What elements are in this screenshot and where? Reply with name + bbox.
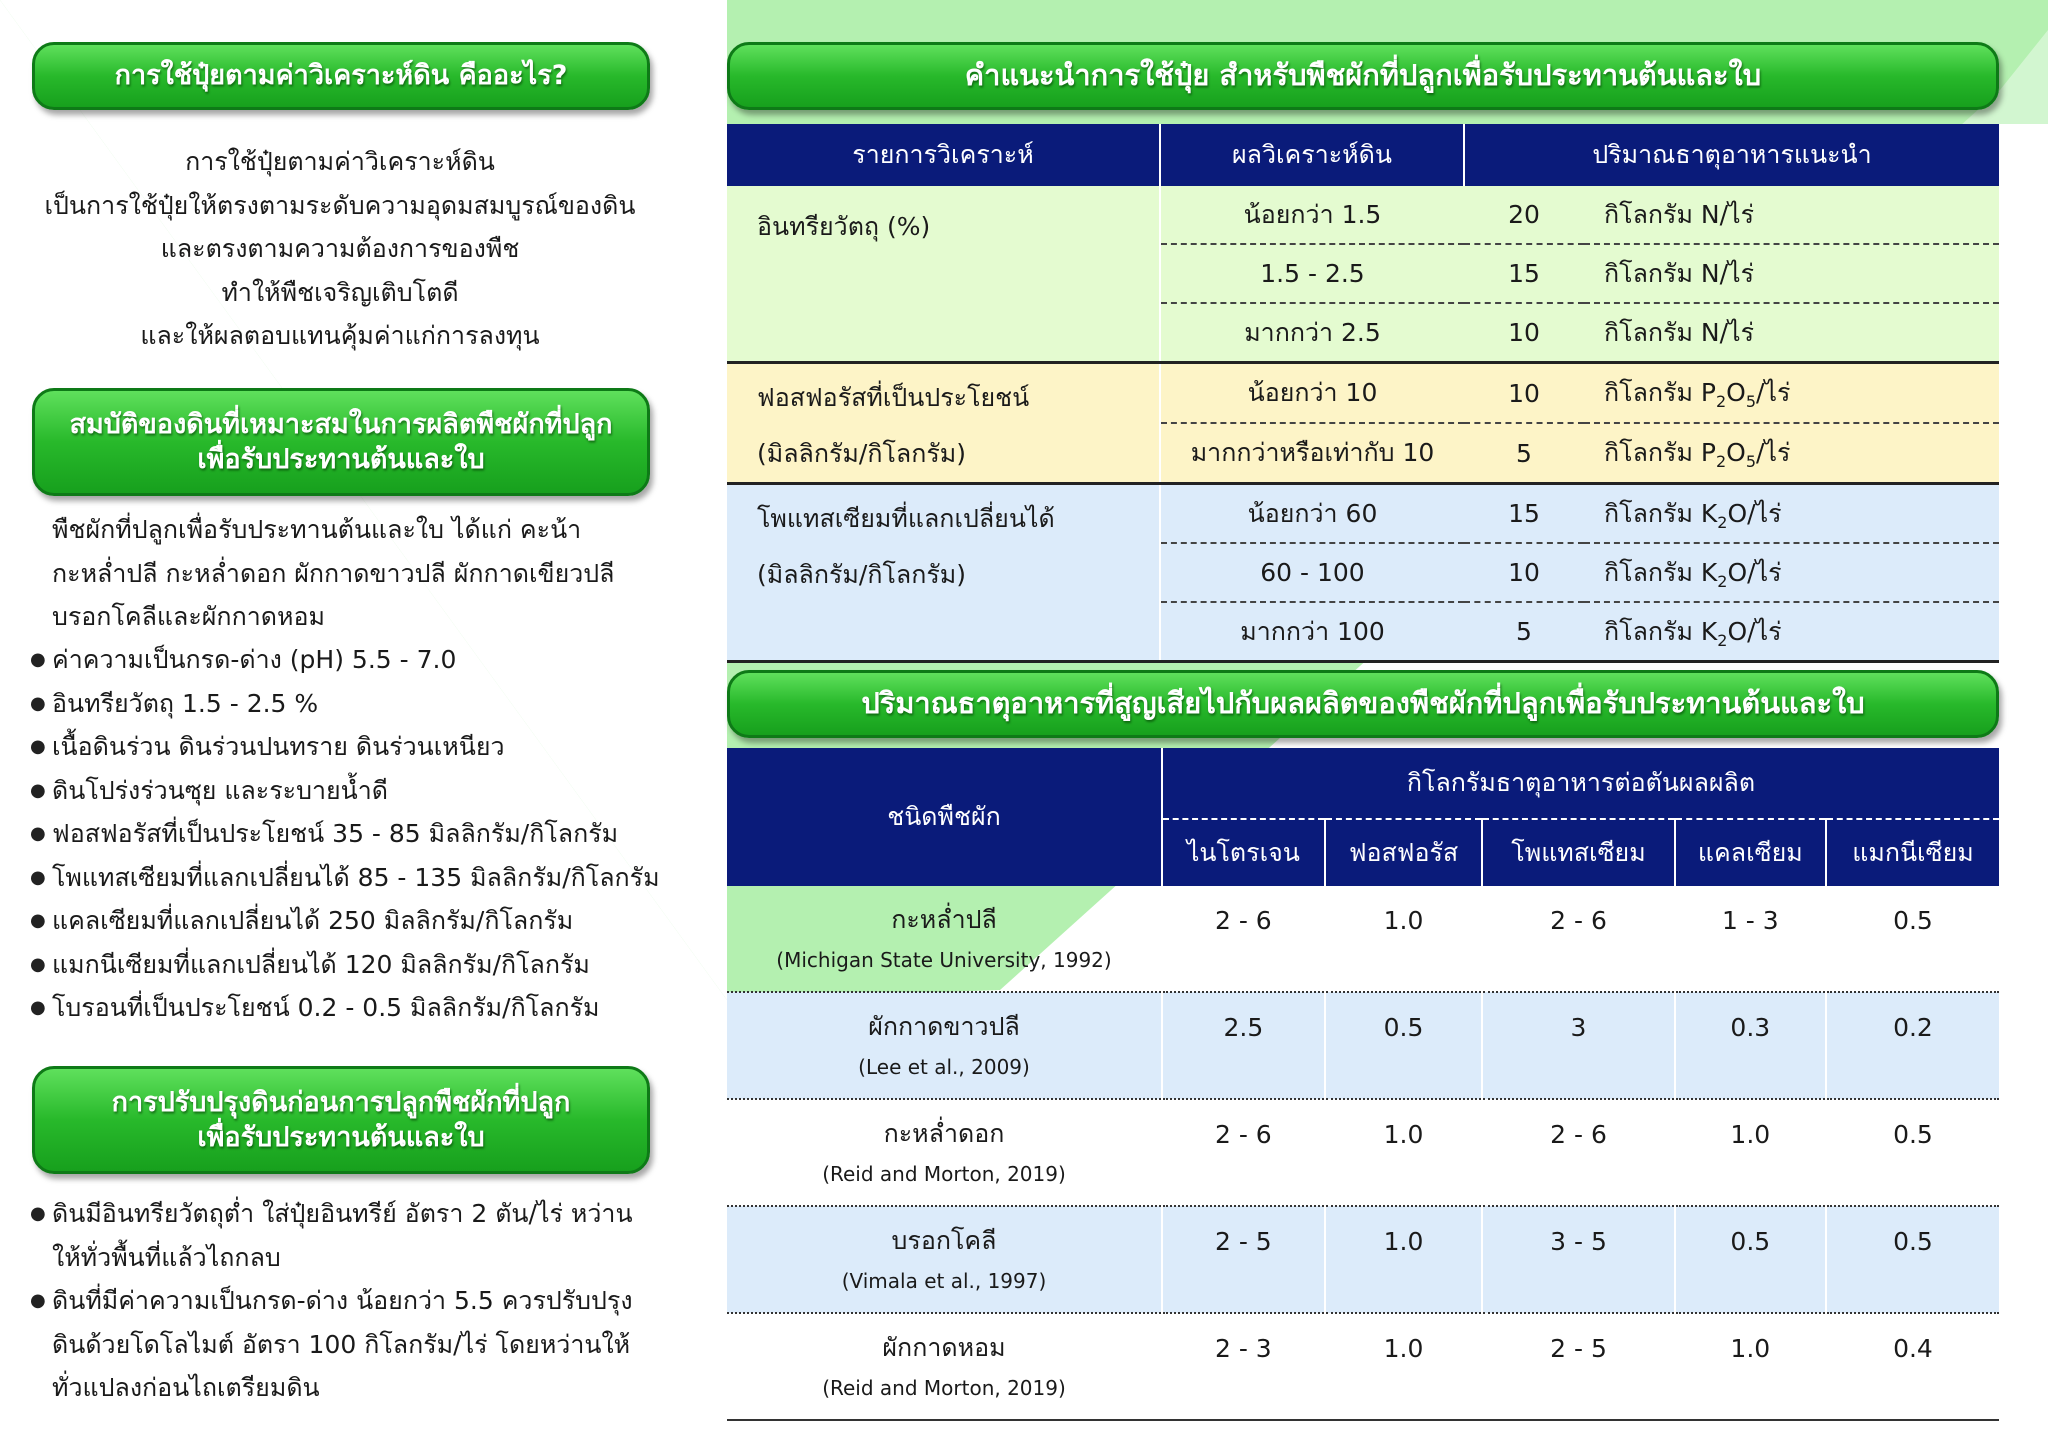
header-crop-type: ชนิดพืชผัก xyxy=(727,748,1162,886)
crop-cell xyxy=(727,886,1162,992)
unit: กิโลกรัม $K_2O/$ไร่ xyxy=(1584,543,1999,602)
label-line: (มิลลิกรัม/กิโลกรัม) xyxy=(757,560,967,589)
crop-source: (Michigan State University, 1992) xyxy=(776,948,1112,972)
unit-suffix: /ไร่ xyxy=(1719,258,1755,288)
value-cell: 1.0 xyxy=(1325,1313,1483,1420)
unit-prefix: กิโลกรัม xyxy=(1604,557,1693,587)
amount: 5 xyxy=(1464,602,1584,662)
value-cell: 0.5 xyxy=(1826,886,1999,992)
amount: 5 xyxy=(1464,423,1584,484)
unit-suffix: /ไร่ xyxy=(1719,199,1755,229)
label-organic-matter: อินทรียวัตถุ (%) xyxy=(727,186,1160,363)
unit: กิโลกรัม $K_2O/$ไร่ xyxy=(1584,602,1999,662)
unit: กิโลกรัม N/ไร่ xyxy=(1584,303,1999,363)
list-item: ● แมกนีเซียมที่แลกเปลี่ยนได้ 120 มิลลิกรัม/กิโลกรัม xyxy=(30,943,660,987)
label-line: ฟอสฟอรัสที่เป็นประโยชน์ xyxy=(757,383,1030,412)
header-recommended: ปริมาณธาตุอาหารแนะนำ xyxy=(1464,124,1999,186)
unit-prefix: กิโลกรัม xyxy=(1604,616,1693,646)
label-line: โพแทสเซียมที่แลกเปลี่ยนได้ xyxy=(757,504,1055,533)
header-kg-per-ton: กิโลกรัมธาตุอาหารต่อตันผลผลิต xyxy=(1162,748,1999,819)
soil-result: มากกว่าหรือเท่ากับ 10 xyxy=(1160,423,1464,484)
crop-name: บรอกโคลี xyxy=(891,1226,997,1255)
soil-result: มากกว่า 2.5 xyxy=(1160,303,1464,363)
list-item: ● ฟอสฟอรัสที่เป็นประโยชน์ 35 - 85 มิลลิกรัม/กิโลกรัม xyxy=(30,812,660,856)
label-phosphorus xyxy=(727,363,1160,484)
crops-line: กะหล่ำปลี กะหล่ำดอก ผักกาดขาวปลี ผักกาดเขียวปลี xyxy=(52,558,615,588)
table-row xyxy=(727,992,1999,1099)
intro-line: และตรงตามความต้องการของพืช xyxy=(160,234,520,263)
value-cell: 2 - 5 xyxy=(1482,1313,1674,1420)
soil-improvement-list xyxy=(30,1192,650,1410)
header-nitrogen: ไนโตรเจน xyxy=(1162,819,1325,886)
crop-name: ผักกาดขาวปลี xyxy=(868,1012,1020,1041)
value-cell: 1.0 xyxy=(1675,1099,1826,1206)
amount: 15 xyxy=(1464,484,1584,544)
unit-prefix: กิโลกรัม xyxy=(1604,258,1693,288)
banner-title: คำแนะนำการใช้ปุ๋ย สำหรับพืชผักที่ปลูกเพื่อรับประทานต้นและใบ xyxy=(964,58,1762,93)
value-cell: 0.3 xyxy=(1675,992,1826,1099)
header-analysis: รายการวิเคราะห์ xyxy=(727,124,1160,186)
crop-source: (Vimala et al., 1997) xyxy=(841,1269,1047,1293)
unit-suffix: /ไร่ xyxy=(1747,616,1782,646)
crop-name: ผักกาดหอม xyxy=(882,1333,1006,1362)
banner-title: การใช้ปุ๋ยตามค่าวิเคราะห์ดิน คืออะไร? xyxy=(114,60,568,92)
table-row xyxy=(727,886,1999,992)
value-cell: 0.5 xyxy=(1675,1206,1826,1313)
soil-properties-list xyxy=(30,638,660,1030)
banner-soil-improvement xyxy=(32,1066,650,1174)
value-cell: 2 - 5 xyxy=(1162,1206,1325,1313)
value-cell: 2.5 xyxy=(1162,992,1325,1099)
fertilizer-recommendation-table xyxy=(727,124,1999,663)
unit: กิโลกรัม N/ไร่ xyxy=(1584,244,1999,303)
list-item: ● โพแทสเซียมที่แลกเปลี่ยนได้ 85 - 135 มิลลิกรัม/กิโลกรัม xyxy=(30,856,660,900)
intro-paragraph xyxy=(30,140,650,358)
crops-line: พืชผักที่ปลูกเพื่อรับประทานต้นและใบ ได้แก่ คะน้า xyxy=(52,515,582,544)
soil-result: น้อยกว่า 60 xyxy=(1160,484,1464,544)
value-cell: 0.5 xyxy=(1325,992,1483,1099)
unit-suffix: /ไร่ xyxy=(1756,438,1791,467)
value-cell: 2 - 6 xyxy=(1162,1099,1325,1206)
unit: กิโลกรัม $K_2O/$ไร่ xyxy=(1584,484,1999,544)
value-cell: 0.2 xyxy=(1826,992,1999,1099)
crop-cell xyxy=(727,1206,1162,1313)
banner-title: สมบัติของดินที่เหมาะสมในการผลิตพืชผักที่ปลูก xyxy=(69,408,613,440)
header-soil-result: ผลวิเคราะห์ดิน xyxy=(1160,124,1464,186)
banner-fertilizer-recommendation xyxy=(727,42,1999,110)
soil-result: น้อยกว่า 1.5 xyxy=(1160,186,1464,244)
table-row xyxy=(727,1313,1999,1420)
amount: 10 xyxy=(1464,303,1584,363)
crop-source: (Reid and Morton, 2019) xyxy=(822,1162,1066,1186)
unit: กิโลกรัม $P_2O_5/$ไร่ xyxy=(1584,363,1999,424)
unit-prefix: กิโลกรัม xyxy=(1604,378,1693,407)
intro-line: การใช้ปุ๋ยตามค่าวิเคราะห์ดิน xyxy=(185,147,495,176)
label-potassium xyxy=(727,484,1160,662)
value-cell: 2 - 6 xyxy=(1482,1099,1674,1206)
intro-line: และให้ผลตอบแทนคุ้มค่าแก่การลงทุน xyxy=(140,321,540,350)
list-item: ● ดินโปร่งร่วนซุย และระบายน้ำดี xyxy=(30,769,660,813)
list-item: ● โบรอนที่เป็นประโยชน์ 0.2 - 0.5 มิลลิกรัม/กิโลกรัม xyxy=(30,986,660,1030)
banner-title: การปรับปรุงดินก่อนการปลูกพืชผักที่ปลูก xyxy=(111,1086,571,1118)
banner-subtitle: เพื่อรับประทานต้นและใบ xyxy=(197,1122,485,1153)
crop-source: (Lee et al., 2009) xyxy=(858,1055,1030,1079)
unit-suffix: /ไร่ xyxy=(1747,557,1782,587)
unit-prefix: กิโลกรัม xyxy=(1604,438,1693,467)
table-row xyxy=(727,1099,1999,1206)
list-item: ● แคลเซียมที่แลกเปลี่ยนได้ 250 มิลลิกรัม/กิโลกรัม xyxy=(30,899,660,943)
crop-name: กะหล่ำปลี xyxy=(891,905,997,934)
amount: 10 xyxy=(1464,363,1584,424)
unit-prefix: กิโลกรัม xyxy=(1604,199,1693,229)
banner-soil-properties xyxy=(32,388,650,496)
amount: 10 xyxy=(1464,543,1584,602)
label-line: (มิลลิกรัม/กิโลกรัม) xyxy=(757,439,967,468)
list-item: ● ดินที่มีค่าความเป็นกรด-ด่าง น้อยกว่า 5.5 ควรปรับปรุงดินด้วยโดโลไมต์ อัตรา 100 กิโลกรัม/ไร่ โดยหว่านให้ทั่วแปลงก่อนไถเตรียมดิน xyxy=(30,1279,650,1410)
banner-subtitle: เพื่อรับประทานต้นและใบ xyxy=(197,444,485,475)
unit-suffix: /ไร่ xyxy=(1747,498,1782,528)
unit-suffix: /ไร่ xyxy=(1719,317,1755,347)
value-cell: 1.0 xyxy=(1325,886,1483,992)
value-cell: 1.0 xyxy=(1325,1206,1483,1313)
table-row xyxy=(727,484,1999,544)
header-calcium: แคลเซียม xyxy=(1675,819,1826,886)
header-magnesium: แมกนีเซียม xyxy=(1826,819,1999,886)
list-item: ● ค่าความเป็นกรด-ด่าง (pH) 5.5 - 7.0 xyxy=(30,638,660,682)
list-item: ● อินทรียวัตถุ 1.5 - 2.5 % xyxy=(30,682,660,726)
banner-what-is-soil-based-fertilizer xyxy=(32,42,650,110)
unit: กิโลกรัม N/ไร่ xyxy=(1584,186,1999,244)
table-row xyxy=(727,186,1999,244)
unit-prefix: กิโลกรัม xyxy=(1604,498,1693,528)
crops-paragraph xyxy=(52,508,614,639)
unit-prefix: กิโลกรัม xyxy=(1604,317,1693,347)
banner-title: ปริมาณธาตุอาหารที่สูญเสียไปกับผลผลิตของพืชผักที่ปลูกเพื่อรับประทานต้นและใบ xyxy=(861,686,1865,721)
nutrient-removal-table xyxy=(727,748,1999,1421)
value-cell: 2 - 3 xyxy=(1162,1313,1325,1420)
unit-suffix: /ไร่ xyxy=(1756,378,1791,407)
value-cell: 0.5 xyxy=(1826,1206,1999,1313)
value-cell: 1 - 3 xyxy=(1675,886,1826,992)
soil-result: มากกว่า 100 xyxy=(1160,602,1464,662)
crop-cell xyxy=(727,1313,1162,1420)
crops-line: บรอกโคลีและผักกาดหอม xyxy=(52,602,325,631)
list-item: ● ดินมีอินทรียวัตถุต่ำ ใส่ปุ๋ยอินทรีย์ อัตรา 2 ตัน/ไร่ หว่านให้ทั่วพื้นที่แล้วไถกลบ xyxy=(30,1192,650,1279)
header-potassium: โพแทสเซียม xyxy=(1482,819,1674,886)
amount: 15 xyxy=(1464,244,1584,303)
unit: กิโลกรัม $P_2O_5/$ไร่ xyxy=(1584,423,1999,484)
soil-result: 60 - 100 xyxy=(1160,543,1464,602)
crop-name: กะหล่ำดอก xyxy=(883,1119,1005,1148)
table-row xyxy=(727,1206,1999,1313)
table-row xyxy=(727,363,1999,424)
banner-nutrient-removal xyxy=(727,670,1999,738)
value-cell: 2 - 6 xyxy=(1162,886,1325,992)
soil-result: 1.5 - 2.5 xyxy=(1160,244,1464,303)
soil-result: น้อยกว่า 10 xyxy=(1160,363,1464,424)
crop-source: (Reid and Morton, 2019) xyxy=(822,1376,1066,1400)
value-cell: 0.5 xyxy=(1826,1099,1999,1206)
value-cell: 1.0 xyxy=(1675,1313,1826,1420)
crop-cell xyxy=(727,1099,1162,1206)
header-phosphorus: ฟอสฟอรัส xyxy=(1325,819,1483,886)
value-cell: 0.4 xyxy=(1826,1313,1999,1420)
intro-line: เป็นการใช้ปุ๋ยให้ตรงตามระดับความอุดมสมบูรณ์ของดิน xyxy=(44,190,636,220)
value-cell: 1.0 xyxy=(1325,1099,1483,1206)
crop-cell xyxy=(727,992,1162,1099)
intro-line: ทำให้พืชเจริญเติบโตดี xyxy=(221,277,459,307)
value-cell: 3 - 5 xyxy=(1482,1206,1674,1313)
value-cell: 2 - 6 xyxy=(1482,886,1674,992)
amount: 20 xyxy=(1464,186,1584,244)
list-item: ● เนื้อดินร่วน ดินร่วนปนทราย ดินร่วนเหนียว xyxy=(30,725,660,769)
value-cell: 3 xyxy=(1482,992,1674,1099)
